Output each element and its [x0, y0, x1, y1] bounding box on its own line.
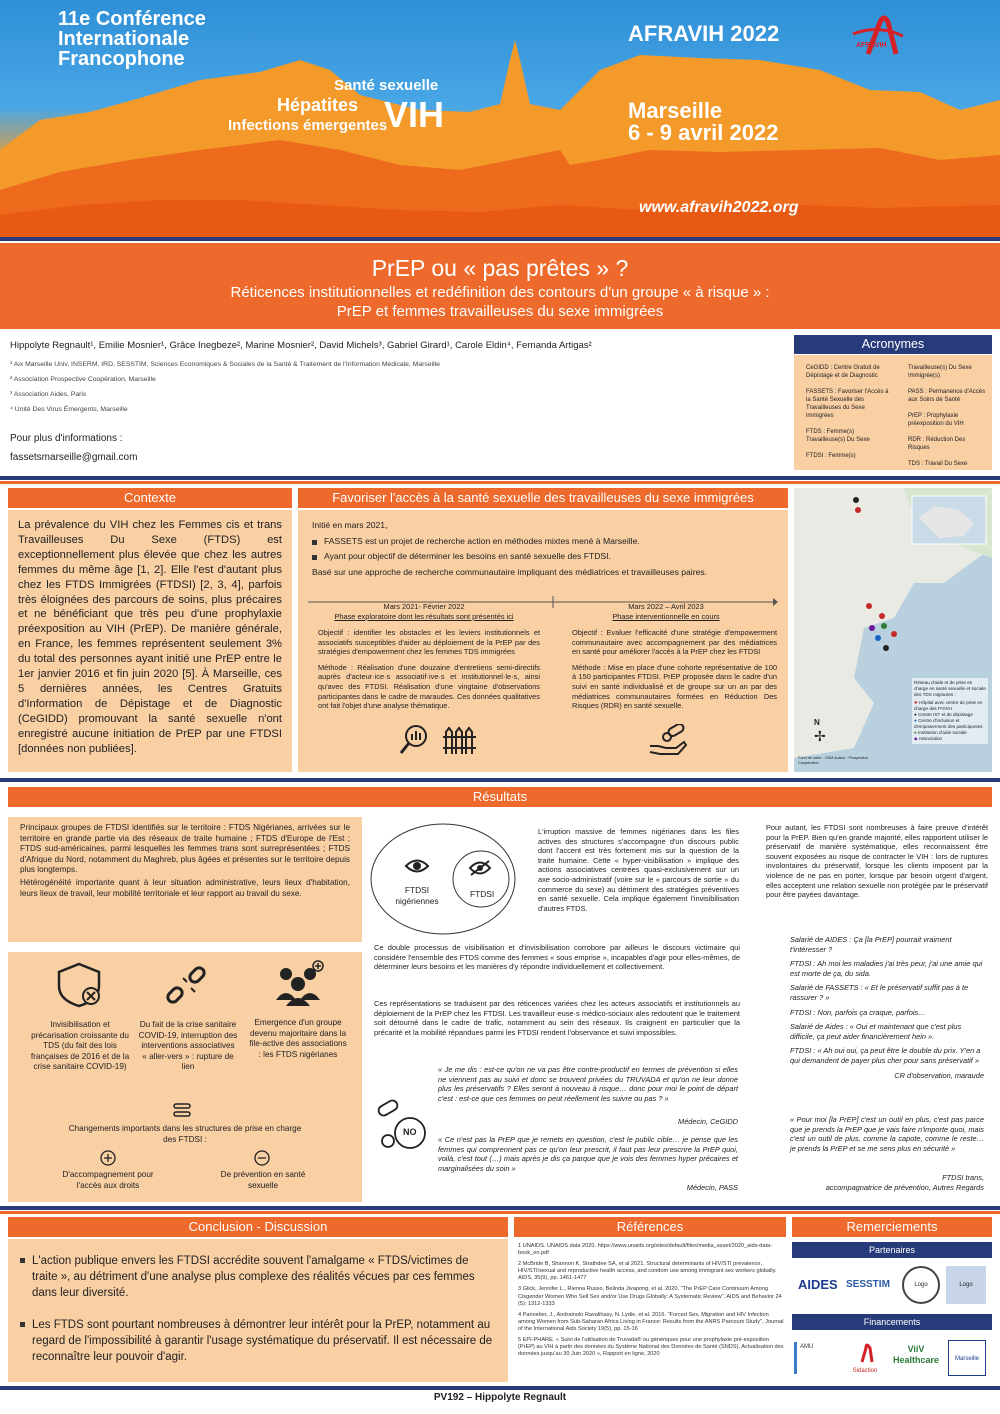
partner-logo: AIDES — [798, 1277, 838, 1292]
acronym-item: RDR : Réduction Des Risques — [908, 437, 966, 451]
funding-header: Financements — [792, 1314, 992, 1330]
quote3-source-2: accompagnatrice de prévention, Autres Regards — [825, 1183, 984, 1192]
conclusion-header: Conclusion - Discussion — [8, 1217, 508, 1237]
dialog-line: Salarié de AIDES : Ça [la PrEP] pourrait vraiment t'intéresser ? — [790, 935, 952, 954]
phase1-name: Phase exploratoire dont les résultats sont présentés ici — [334, 611, 514, 621]
author-list: Hippolyte Regnault¹, Emilie Mosnier¹, Grâce Inegbeze², Marine Mosnier², David Michels³, Gabriel Girard¹, Carole Eldin⁴, Fernanda Artigas² — [10, 340, 592, 351]
dialog-source: CR d'observation, maraude — [894, 1070, 984, 1080]
phase1-date: Mars 2021- Février 2022 — [383, 602, 465, 611]
dialog-line: FTDSI : Non, parfois ça craque, parfois… — [790, 1007, 926, 1017]
funder-logo: AMU — [794, 1342, 838, 1374]
acronyms-header: Acronymes — [794, 335, 992, 354]
map-legend-item — [914, 700, 986, 712]
affiliation-2: ² Association Prospective Coopération, Marseille — [10, 376, 156, 383]
fassets-base: Basé sur une approche de recherche communautaire impliquant des médiatrices et travailleuses paires. — [312, 567, 708, 577]
fassets-box — [298, 510, 788, 772]
red-ribbon-icon — [856, 1340, 876, 1364]
red-ribbon-icon — [848, 14, 906, 56]
acronym-item: FTDSI : Femme(s) — [806, 453, 856, 459]
fassets-bullet-1: FASSETS est un projet de recherche action en méthodes mixtes mené à Marseille. — [312, 535, 772, 547]
acronym-item: PASS : Permanence d'Accès aux Soins de Santé — [908, 389, 986, 403]
references-header: Références — [514, 1217, 786, 1237]
dates: 6 - 9 avril 2022 — [628, 120, 779, 145]
venn-outer-label: FTDSI nigériennes — [395, 885, 439, 906]
funding-logos — [792, 1332, 992, 1382]
funder-logo: Marseille — [948, 1340, 986, 1376]
reference-item: 3 Glick, Jennifer L., Rienna Russo, Belinda Jivapong, et al. 2020. "The PrEP Care Continuum Among Cisgender Women Who Sell Sex and/or Use Drugs Globally: A Systematic Review". AIDS and Behavior 24 (5): 1312-1333 — [518, 1286, 782, 1307]
quote1: « Je me dis : est-ce qu'on ne va pas être contre-productif en termes de prévention si elles ne viennent pas au suivi et donc se trouvent privées du TRUVADA et qu'on ne leur donne plus les préservatifs ? Elles seront à nouveau à risque… donc pour moi le point de départ c'est : est-ce que ces femmes on peut réellement les suivre ou pas ? » — [438, 1065, 738, 1103]
resultats-header: Résultats — [8, 787, 992, 807]
phase1-header — [312, 602, 536, 621]
representations-text: Ces représentations se traduisent par des réticences variées chez les acteurs associatifs et institutionnels au déploiement de la PrEP chez les FTDSI. Les travailleur·euse·s médico-sociaux·ales redoutent que le traitement soit détourné dans le cadre de trafic, notamment au sein des réseaux. Ils craignent en particulier que la précarité et la mobilité répandues parmi les FTDSI rendent l'observance et suivi impossibles. — [374, 999, 740, 1037]
topic-sexual-health: Santé sexuelle — [334, 77, 439, 94]
fassets-bullet-2: Ayant pour objectif de déterminer les besoins en santé sexuelle des FTDSI. — [312, 550, 772, 562]
eye-slash-icon — [468, 859, 492, 877]
phase2-date: Mars 2022 – Avril 2023 — [628, 602, 704, 611]
changes-text: Changements importants dans les structures de prise en charge des FTDSI : — [68, 1124, 302, 1144]
droplet-icon: ● — [914, 712, 917, 717]
minus-icon — [254, 1150, 270, 1166]
contexte-box — [8, 510, 292, 772]
conference-banner — [0, 0, 1000, 237]
reference-item: 2 McBride B, Shannon K, Strathdee SA, et al 2021. Structural determinants of HIV/STI prevalence, HIV/STI/sexual and reproductive health access, and condom use among immigrant sex workers globally. AIDS, 35(9), pp. 1461-1477 — [518, 1261, 777, 1282]
acronym-item: FASSETS : Favoriser l'Accès à la Santé Sexuelle des Travailleuses du Sexe immigrées — [806, 389, 889, 419]
broken-chain-icon — [163, 964, 211, 1008]
interest-text: Pour autant, les FTDSI sont nombreuses à faire preuve d'intérêt pour la PrEP. Bien qu'en grande majorité, elles rapportent utiliser le préservatif de manière systématique, elles reconnaissent être souvent exposées au risque de contracter le VIH : lors de ruptures involontaires du préservatif, lorsque les clients imposent par la violence de ne pas en porter, lorsque par besoin urgent d'argent, elles acceptent une relation sexuelle non protégée par le préservatif pour être payées davantage. — [766, 823, 988, 900]
website-link[interactable]: www.afravih2022.org — [639, 199, 799, 216]
quote3: « Pour moi [la PrEP] c'est un outil en plus, c'est pas parce que je prends la PrEP que je vais faire n'importe quoi, mais c'est un outil de plus, comme la capote, comme le reste… je prends la PrEP et se me sens plus en sécurité » — [790, 1115, 984, 1153]
funder-logo: Sidaction — [852, 1368, 878, 1374]
venn-diagram — [368, 817, 536, 942]
heterogeneity-text: Hétérogénéité importante quant à leur situation administrative, leurs lieux d'habitation, leurs lieux de travail, leur mobilité territoriale et leur rapport au travail du sexe. — [20, 877, 350, 898]
group-icon — [272, 960, 324, 1008]
double-process-text: Ce double processus de visibilisation et d'invisibilisation corrobore par ailleurs le discours victimaire qui considère l'ensemble des FTDS comme des femmes « sous emprise », incapables d'agir pour elles-mêmes, de déterminer leurs besoins et les manières d'y répondre individuellement et collectivement. — [374, 943, 740, 972]
acronym-item: Travailleuse(s) Du Sexe Immigrée(s) — [908, 365, 972, 379]
compass-icon: ✢ — [814, 728, 826, 744]
quote1-source: Médecin, CeGIDD — [678, 1117, 738, 1126]
partners-logos — [792, 1260, 992, 1310]
affiliation-1: ¹ Aix Marseille Univ, INSERM, IRD, SESSTIM, Sciences Economiques & Sociales de la Santé & Traitement de l'Information Médicale, Marseille — [10, 361, 440, 368]
changes-box — [8, 952, 362, 1202]
city: Marseille — [628, 98, 723, 123]
map-legend-label: Centre d'inclusion et d'empowerment des participantes — [914, 718, 983, 729]
acronym-item: PrEP : Prophylaxie préexposition du VIH — [908, 413, 964, 427]
building-icon: ● — [914, 730, 917, 735]
phase2-objective: Objectif : Evaluer l'efficacité d'une stratégie d'empowerment communautaire avec accompagnement par des médiatrices en santé pour améliorer l'accès à la PrEP chez les FTDSI — [572, 628, 777, 657]
contexte-header: Contexte — [8, 488, 292, 508]
more-info-label: Pour plus d'informations : — [10, 433, 123, 444]
fassets-bullets — [312, 535, 772, 562]
no-pill-icon — [374, 1099, 430, 1155]
acronym-item: TDS : Travail Du Sexe — [908, 461, 968, 467]
poster-subtitle-1: Réticences institutionnelles et redéfinition des contours d'un groupe « à risque » : — [230, 284, 770, 301]
icon1-text: Invisibilisation et précarisation croissante du TDS (du fait des lois françaises de 2016 et de la crise sanitaire COVID-19) — [30, 1020, 130, 1072]
fassets-intro-block — [312, 519, 772, 578]
quote3-source-1: FTDSI trans, — [942, 1173, 984, 1182]
pill-hand-icon — [648, 724, 688, 756]
conclusion-box — [8, 1239, 508, 1382]
event-name: AFRAVIH 2022 — [628, 21, 780, 46]
affiliation-3: ³ Association Aides, Paris — [10, 391, 87, 398]
icon3-text: Emergence d'un groupe devenu majoritaire dans la file-active des associations : les FTDS nigérianes — [249, 1018, 347, 1059]
hospital-icon: ✚ — [914, 700, 918, 705]
map-legend-label: Centre IST et de dépistage — [918, 712, 973, 717]
fence-icon — [442, 724, 478, 756]
north-arrow: N — [814, 718, 820, 727]
dialog-line: Salarié de Aides : « Oui et maintenant que c'est plus difficile, ça peut aider financièrement hein ». — [790, 1022, 962, 1041]
irruption-text: L'irruption massive de femmes nigérianes dans les files actives des structures s'accompagne d'un discours public dont l'accent est très fortement mis sur la question de la traite humaine. Cette « hyper-visibilisation » implique des actions associatives centrées quasi-exclusivement sur un axe socio-administratif (voire sur le « parcours de sortie » du commerce du sexe) au détriment des stratégies préventives en santé sexuelle. Cela implique également l'invisibilisation d'autres FTDS. — [538, 827, 739, 913]
partners-header: Partenaires — [792, 1242, 992, 1258]
acronym-item: FTDS : Femme(s) Travailleuse(s) Du Sexe — [806, 429, 870, 443]
right-results — [762, 817, 992, 1202]
venn-inner-label: FTDSI — [470, 889, 495, 899]
map-legend-item — [914, 736, 986, 742]
minus-text: De prévention en santé sexuelle — [220, 1170, 306, 1190]
acronyms-right-column — [908, 364, 988, 468]
fassets-header: Favoriser l'accès à la santé sexuelle des travailleuses du sexe immigrées — [298, 488, 788, 508]
icon2-text: Du fait de la crise sanitaire COVID-19, interruption des interventions associatives « aller-vers » : rupture de lien — [138, 1020, 238, 1072]
phase1-method: Méthode : Réalisation d'une douzaine d'entretiens semi-directifs auprès d'acteur·ice·s associatif·ive·s et institutionnel·le·s, ainsi qu'avec des FTDSI. Réalisation d'une vingtaine d'observations participantes dans le cadre de maraudes. Ces données qualitatives ont fait l'objet d'une analyse thématique. — [318, 662, 540, 711]
fassets-intro: Initié en mars 2021, — [312, 520, 388, 530]
plus-icon — [100, 1150, 116, 1166]
contact-email[interactable]: fassetsmarseille@gmail.com — [10, 452, 138, 463]
map-legend-label: Hôpital avec centre de prise en charge des PVVIH — [914, 700, 983, 711]
quote2-source: Médecin, PASS — [686, 1183, 738, 1192]
partner-logo: SESSTIM — [846, 1279, 890, 1290]
reference-item: 4 Pannetier, J., Andrainolo Ravalihasy, N. Lydie, et al. 2016. "Forced Sex, Migration and HIV Infection among Women from Sub-Saharan Africa Living in France: Results from the ANRS Parcours Study", Journal of the International Aids Society 19(5), pp. 15-16 — [518, 1311, 784, 1332]
title-bar — [0, 243, 1000, 329]
phase2-header — [554, 602, 778, 621]
association-icon: ◆ — [914, 736, 918, 741]
equals-icon — [173, 1102, 191, 1118]
authors-block — [10, 340, 780, 464]
contexte-text: La prévalence du VIH chez les Femmes cis et trans Travailleuses Du Sexe (FTDS) est exceptionnellement plus élevée que chez les autres femmes du même âge [1, 2]. Elle l'est d'autant plus chez les FTDS Immigrées (FTDSI) [2, 3, 4], parfois très éloignées des parcours de soins, plus précaires et ne bénéficiant que très peu d'une prophylaxie préexposition au VIH (PrEP). De manière générale, en France, les femmes représentent seulement 3% du total des personnes ayant initié une PrEP entre le 1er janvier 2016 et fin juin 2020 [5]. À Marseille, ces 5 dernières années, les Centres Gratuits d'Information de Dépistage et de Diagnostic (CeGIDD) promouvant la santé sexuelle n'ont enregistré aucune initiation de PrEP par une FTDSI [données non publiées]. — [18, 519, 282, 755]
research-icon — [398, 722, 432, 756]
map-credit: Fond de carte : OSM Auteur : Prospective Coopération — [798, 756, 869, 765]
reference-item: 1 UNAIDS. UNAIDS data 2020. https://www.unaids.org/sites/default/files/media_asset/2020_aids-data-book_en.pdf — [518, 1243, 773, 1257]
conference-line-2: Internationale — [58, 28, 190, 50]
topic-emerging-infections: Infections émergentes — [228, 117, 388, 134]
eye-icon — [404, 857, 430, 875]
phase1-body — [318, 628, 540, 711]
dialog — [790, 935, 984, 1080]
phase1-objective: Objectif : identifier les obstacles et les leviers institutionnels et associatifs susceptibles d'aider au déploiement de la PrEP par des stratégies d'empowerment chez les femmes TDS immigrées — [318, 628, 540, 657]
topic-hiv: VIH — [384, 94, 445, 135]
no-label: NO — [403, 1127, 417, 1137]
map-legend-label: Institution d'aide sociale — [918, 730, 967, 735]
remerciements-header: Remerciements — [792, 1217, 992, 1237]
phase2-name: Phase interventionnelle en cours — [612, 611, 720, 621]
acronym-item: CeGIDD : Centre Gratuit de Dépistage et de Diagnostic — [806, 365, 880, 379]
map-legend-label: Association — [918, 736, 943, 741]
conference-line-1: 11e Conférence — [58, 8, 206, 30]
map-legend-item — [914, 718, 986, 730]
phase2-method: Méthode : Mise en place d'une cohorte représentative de 100 à 150 participantes FTDSI. PrEP proposée dans le cadre d'un suivi en santé individualisé et de groupe sur un an par des médiatrices communautaires formées en Réduction Des Risques (RDR) en santé sexuelle. — [572, 662, 777, 711]
acronyms-box — [794, 355, 992, 470]
dialog-line: FTDSI : « Ah oui oui, ça peut être le double du prix. Y'en a qui demandent de payer plus cher pour sans préservatif » — [790, 1046, 981, 1065]
map-legend — [912, 678, 988, 744]
conclusion-bullets — [20, 1253, 496, 1365]
conference-line-3: Francophone — [58, 48, 185, 70]
map-panel — [794, 488, 992, 772]
groups-text: Principaux groupes de FTDSI identifiés sur le territoire : FTDS Nigérianes, arrivées sur le territoire en grande partie via des réseaux de traite humaine ; FTDS d'Europe de l'Est ; FTDS sud-américaines, parmi lesquelles les femmes trans sont surreprésentées ; FTDS d'Afrique du Nord, notamment du Maghreb, plus âgées et présentes sur le territoire depuis plus longtemps. — [20, 823, 350, 875]
dialog-line: Salarié de FASSETS : « Et le préservatif suffit pas à te rassurer ? » — [790, 983, 969, 1002]
conclusion-bullet-2: Les FTDS sont pourtant nombreuses à démontrer leur intérêt pour la PrEP, notamment au regard de l'impossibilité à garantir l'usage systématique du préservatif. Il est nécessaire de reconnaître leur pouvoir d'agir. — [20, 1317, 496, 1365]
plus-text: D'accompagnement pour l'accès aux droits — [62, 1170, 154, 1190]
logo-text: AFRAVIH — [856, 42, 887, 49]
afravih-logo — [848, 14, 906, 56]
poster-title: PrEP ou « pas prêtes » ? — [371, 255, 629, 281]
reference-item: 5 EPI-PHARE. « Suivi de l'utilisation de Truvada® ou génériques pour une prophylaxie pré-exposition (PrEP) au VIH à partir des données du Système National des Données de Santé (SNDS). Actualisation des données jusqu'au 30 Juin 2020 », Rapport en ligne, 2020 — [518, 1337, 784, 1358]
funder-logo: ViiV Healthcare — [892, 1344, 940, 1365]
middle-results — [368, 817, 750, 1202]
groups-box — [8, 817, 362, 942]
footer-text: PV192 – Hippolyte Regnault — [433, 1392, 567, 1403]
poster-subtitle-2: PrEP et femmes travailleuses du sexe immigrées — [336, 303, 664, 320]
references-list — [518, 1243, 784, 1358]
partner-logo: Logo — [946, 1266, 986, 1304]
dialog-line: FTDSI : Ah moi les maladies j'ai très peur, j'ai une amie qui est morte de ça, du sida. — [790, 959, 983, 978]
acronyms-left-column — [806, 364, 894, 460]
quote2: « Ce n'est pas la PrEP que je remets en question, c'est le public cible… je pense que les femmes qui comprennent pas ce qu'on leur prescrit, il faut pas leur prescrire la PrEP quoi, voilà, c'est tout (…) mais après je dis ça parque que je vois des femmes hyper précaires et marginalisées du soin » — [438, 1135, 738, 1173]
shield-virus-icon — [55, 962, 107, 1008]
phase2-body — [572, 628, 777, 711]
conclusion-bullet-1: L'action publique envers les FTDSI accrédite souvent l'amalgame « FTDS/victimes de traite », au détriment d'une analyse plus complexe des réalités vécues par ces femmes dans leur diversité. — [20, 1253, 496, 1301]
map-legend-title: Réseau d'aide et de prise en charge en santé sexuelle et sociale des TDS migrantes : — [914, 680, 986, 697]
pin-icon: ● — [914, 718, 917, 723]
affiliation-4: ⁴ Unité Des Virus Émergents, Marseille — [10, 406, 128, 413]
partner-logo: Logo — [902, 1266, 940, 1304]
topic-hepatitis: Hépatites — [277, 95, 359, 115]
